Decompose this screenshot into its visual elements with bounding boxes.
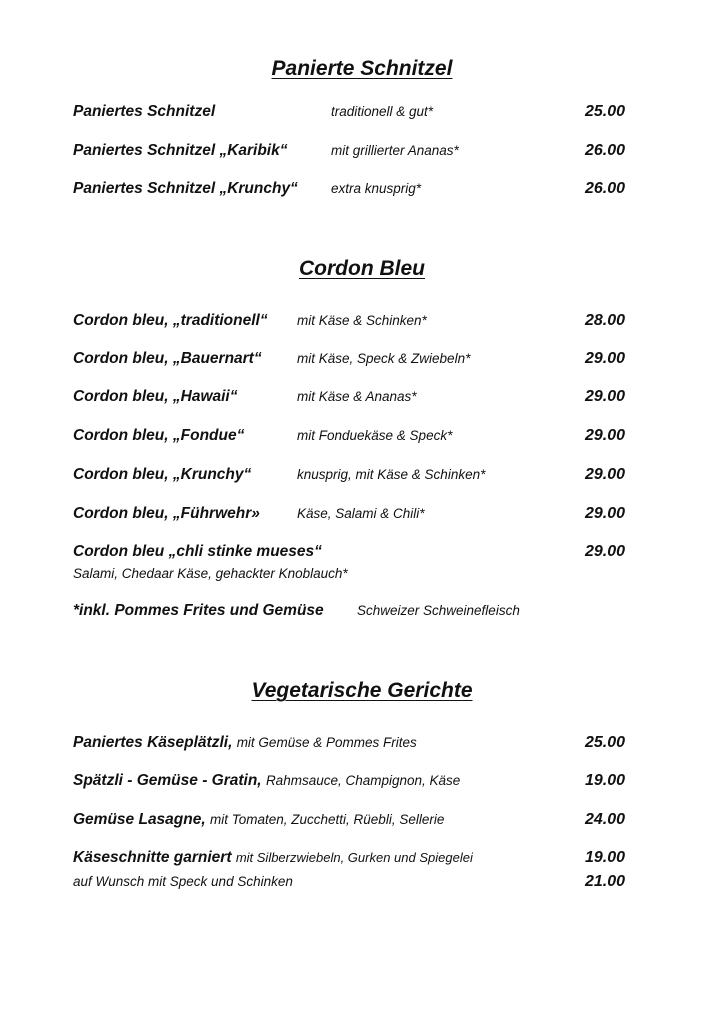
menu-item (73, 310, 625, 332)
menu-item (73, 178, 625, 200)
item-name: Cordon bleu, „Führwehr» (73, 505, 260, 522)
item-price: 28.00 (584, 312, 625, 329)
item-desc: knusprig, mit Käse & Schinken* (297, 467, 486, 482)
item-desc: Käse, Salami & Chili* (297, 506, 425, 521)
item-name: Cordon bleu, „traditionell“ (73, 312, 268, 329)
item-price: 29.00 (584, 388, 625, 405)
item-desc: mit Gemüse & Pommes Frites (236, 735, 417, 750)
item-name: Cordon bleu „chli stinke mueses“ (73, 543, 322, 560)
menu-item (73, 541, 625, 563)
menu-item (73, 732, 625, 754)
item-desc: Salami, Chedaar Käse, gehackter Knoblauch* (73, 566, 348, 581)
item-desc: extra knusprig* (331, 181, 422, 196)
menu-item (73, 847, 625, 869)
section-title: Panierte Schnitzel (271, 57, 453, 80)
footnote-note: Schweizer Schweinefleisch (357, 603, 520, 618)
menu-item (73, 348, 625, 370)
item-desc: mit Käse, Speck & Zwiebeln* (297, 351, 471, 366)
item-desc: Rahmsauce, Champignon, Käse (265, 773, 461, 788)
item-name: Cordon bleu, „Bauernart“ (73, 350, 262, 367)
item-name: Paniertes Schnitzel „Karibik“ (73, 142, 288, 159)
footnote (73, 600, 625, 622)
section-title: Cordon Bleu (299, 257, 425, 280)
item-desc: mit Käse & Schinken* (297, 313, 427, 328)
item-name: Cordon bleu, „Fondue“ (73, 427, 245, 444)
item-desc: mit Käse & Ananas* (297, 389, 417, 404)
item-price: 26.00 (584, 142, 625, 159)
section-title: Vegetarische Gerichte (251, 679, 473, 702)
item-name: Paniertes Käseplätzli, (73, 734, 233, 751)
item-price: 24.00 (584, 811, 625, 828)
item-price: 29.00 (584, 505, 625, 522)
item-price: 21.00 (584, 873, 625, 890)
item-desc: auf Wunsch mit Speck und Schinken (73, 874, 293, 889)
menu-item (73, 503, 625, 525)
item-price: 29.00 (584, 350, 625, 367)
item-name: Gemüse Lasagne, (73, 811, 206, 828)
item-price: 19.00 (584, 772, 625, 789)
item-name: Cordon bleu, „Krunchy“ (73, 466, 252, 483)
item-name: Cordon bleu, „Hawaii“ (73, 388, 238, 405)
menu-item (73, 425, 625, 447)
menu-item (73, 871, 625, 893)
item-price: 26.00 (584, 180, 625, 197)
item-name: Paniertes Schnitzel (73, 103, 216, 120)
item-desc: mit Fonduekäse & Speck* (297, 428, 453, 443)
item-desc: mit Silberzwiebeln, Gurken und Spiegelei (235, 850, 473, 865)
item-desc: traditionell & gut* (331, 104, 434, 119)
menu-item (73, 464, 625, 486)
item-price: 29.00 (584, 466, 625, 483)
item-name: Spätzli - Gemüse - Gratin, (73, 772, 262, 789)
menu-item (73, 386, 625, 408)
item-price: 29.00 (584, 543, 625, 560)
item-desc: mit Tomaten, Zucchetti, Rüebli, Sellerie (209, 812, 445, 827)
footnote-label: *inkl. Pommes Frites und Gemüse (73, 602, 324, 619)
item-price: 25.00 (584, 734, 625, 751)
item-price: 19.00 (584, 849, 625, 866)
item-name: Paniertes Schnitzel „Krunchy“ (73, 180, 298, 197)
menu-item (73, 770, 625, 792)
menu-item (73, 809, 625, 831)
item-price: 25.00 (584, 103, 625, 120)
menu-item (73, 101, 625, 123)
item-name: Käseschnitte garniert (73, 849, 232, 866)
item-price: 29.00 (584, 427, 625, 444)
item-desc: mit grillierter Ananas* (331, 143, 459, 158)
menu-item (73, 140, 625, 162)
